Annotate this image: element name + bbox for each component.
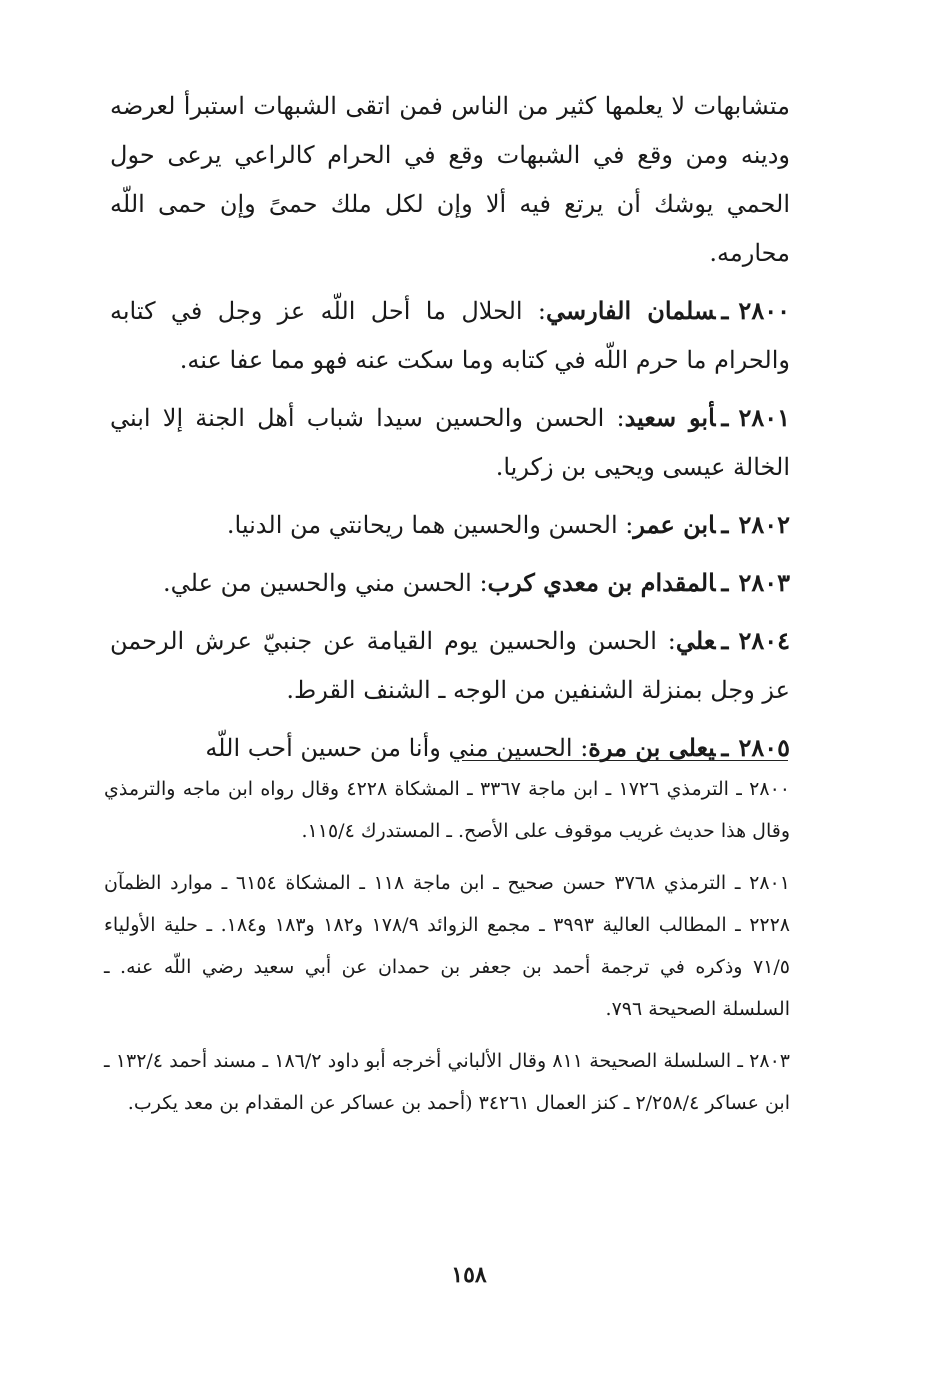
- footnote-separator: [462, 760, 788, 761]
- entry-number: ٢٨٠١: [738, 403, 790, 432]
- footnote-text: الترمذي ٣٧٦٨ حسن صحيح ـ ابن ماجة ١١٨ ـ المشكاة ٦١٥٤ ـ موارد الظمآن ٢٢٢٨ ـ المطالب العالية ٣٩٩٣ ـ مجمع الزوائد ١٧٨/٩ و١٨٢ و١٨٣ و١٨٤. ـ حلية الأولياء ٧١/٥ وذكره في ترجمة أحمد بن جعفر بن حمدان عن أبي سعيد رضي اللّه عنه. ـ السلسلة الصحيحة ٧٩٦.: [104, 872, 791, 1020]
- footnote: [104, 768, 790, 852]
- footnote-number: ٢٨٠٣: [749, 1050, 790, 1072]
- hadith-entry: [110, 393, 790, 492]
- footnote-dash: ـ: [726, 872, 750, 894]
- page-number: ١٥٨: [451, 1262, 487, 1288]
- narrator-name: علي: [675, 626, 716, 655]
- main-text: [110, 82, 790, 779]
- entry-number: ٢٨٠٣: [738, 568, 790, 597]
- footnote-number: ٢٨٠١: [749, 872, 790, 894]
- hadith-entry: [110, 723, 790, 773]
- narrator-name: سلمان الفارسي: [546, 296, 716, 325]
- hadith-entry: [110, 286, 790, 385]
- hadith-entry: [110, 616, 790, 715]
- footnote: [104, 862, 790, 1030]
- entry-dash: ـ: [721, 626, 729, 655]
- footnote-text: السلسلة الصحيحة ٨١١ وقال الألباني أخرجه أبو داود ١٨٦/٢ ـ مسند أحمد ١٣٢/٤ ـ ابن عساكر ٢/٢٥٨/٤ ـ كنز العمال ٣٤٢٦١ (أحمد بن عساكر عن المقدام بن معد يكرب.: [104, 1050, 790, 1114]
- narrator-name: ابن عمر: [633, 510, 716, 539]
- footnote-text: الترمذي ١٧٢٦ ـ ابن ماجة ٣٣٦٧ ـ المشكاة ٤٢٢٨ وقال رواه ابن ماجه والترمذي وقال هذا حديث غريب موقوف على الأصح. ـ المستدرك ١١٥/٤.: [104, 778, 790, 842]
- entry-colon: :: [617, 511, 634, 539]
- entry-dash: ـ: [721, 733, 729, 762]
- entry-dash: ـ: [721, 510, 729, 539]
- entry-dash: ـ: [721, 403, 729, 432]
- entry-colon: :: [656, 627, 676, 655]
- entry-text: الحلال ما أحل اللّه عز وجل في كتابه والحرام ما حرم اللّه في كتابه وما سكت عنه فهو مما عفا عنه.: [110, 297, 790, 374]
- entry-text: الحسن والحسين سيدا شباب أهل الجنة إلا ابني الخالة عيسى ويحيى بن زكريا.: [110, 404, 790, 481]
- narrator-name: أبو سعيد: [624, 403, 716, 432]
- entry-number: ٢٨٠٤: [738, 626, 791, 655]
- entry-dash: ـ: [721, 568, 729, 597]
- continuation-paragraph: متشابهات لا يعلمها كثير من الناس فمن اتقى الشبهات استبرأ لعرضه ودينه ومن وقع في الشبهات وقع في الحرام كالراعي يرعى حول الحمي يوشك أن يرتع فيه ألا وإن لكل ملك حمىً وإن حمى اللّه محارمه.: [110, 92, 790, 267]
- footnote: [104, 1040, 790, 1124]
- entry-colon: :: [572, 734, 589, 762]
- entry-colon: :: [604, 404, 625, 432]
- hadith-entry: [110, 558, 790, 608]
- entry-number: ٢٨٠٥: [738, 733, 790, 762]
- footnote-number: ٢٨٠٠: [749, 778, 790, 800]
- entry-text: الحسن والحسين هما ريحانتي من الدنيا.: [226, 511, 618, 539]
- footnotes: [104, 768, 790, 1134]
- entry-colon: :: [471, 569, 488, 597]
- footnote-dash: ـ: [731, 1050, 750, 1072]
- entry-dash: ـ: [721, 296, 729, 325]
- entry-text: الحسن مني والحسين من علي.: [163, 569, 472, 597]
- narrator-name: المقدام بن معدي كرب: [487, 568, 716, 597]
- hadith-entry: [110, 500, 790, 550]
- entry-colon: :: [522, 297, 546, 325]
- entry-number: ٢٨٠٠: [738, 296, 790, 325]
- footnote-dash: ـ: [728, 778, 750, 800]
- entry-number: ٢٨٠٢: [738, 510, 790, 539]
- entry-text: الحسين مني وأنا من حسين أحب اللّه: [205, 734, 573, 762]
- narrator-name: يعلى بن مرة: [588, 733, 716, 762]
- entry-text: الحسن والحسين يوم القيامة عن جنبيّ عرش الرحمن عز وجل بمنزلة الشنفين من الوجه ـ الشنف القرط.: [110, 627, 790, 704]
